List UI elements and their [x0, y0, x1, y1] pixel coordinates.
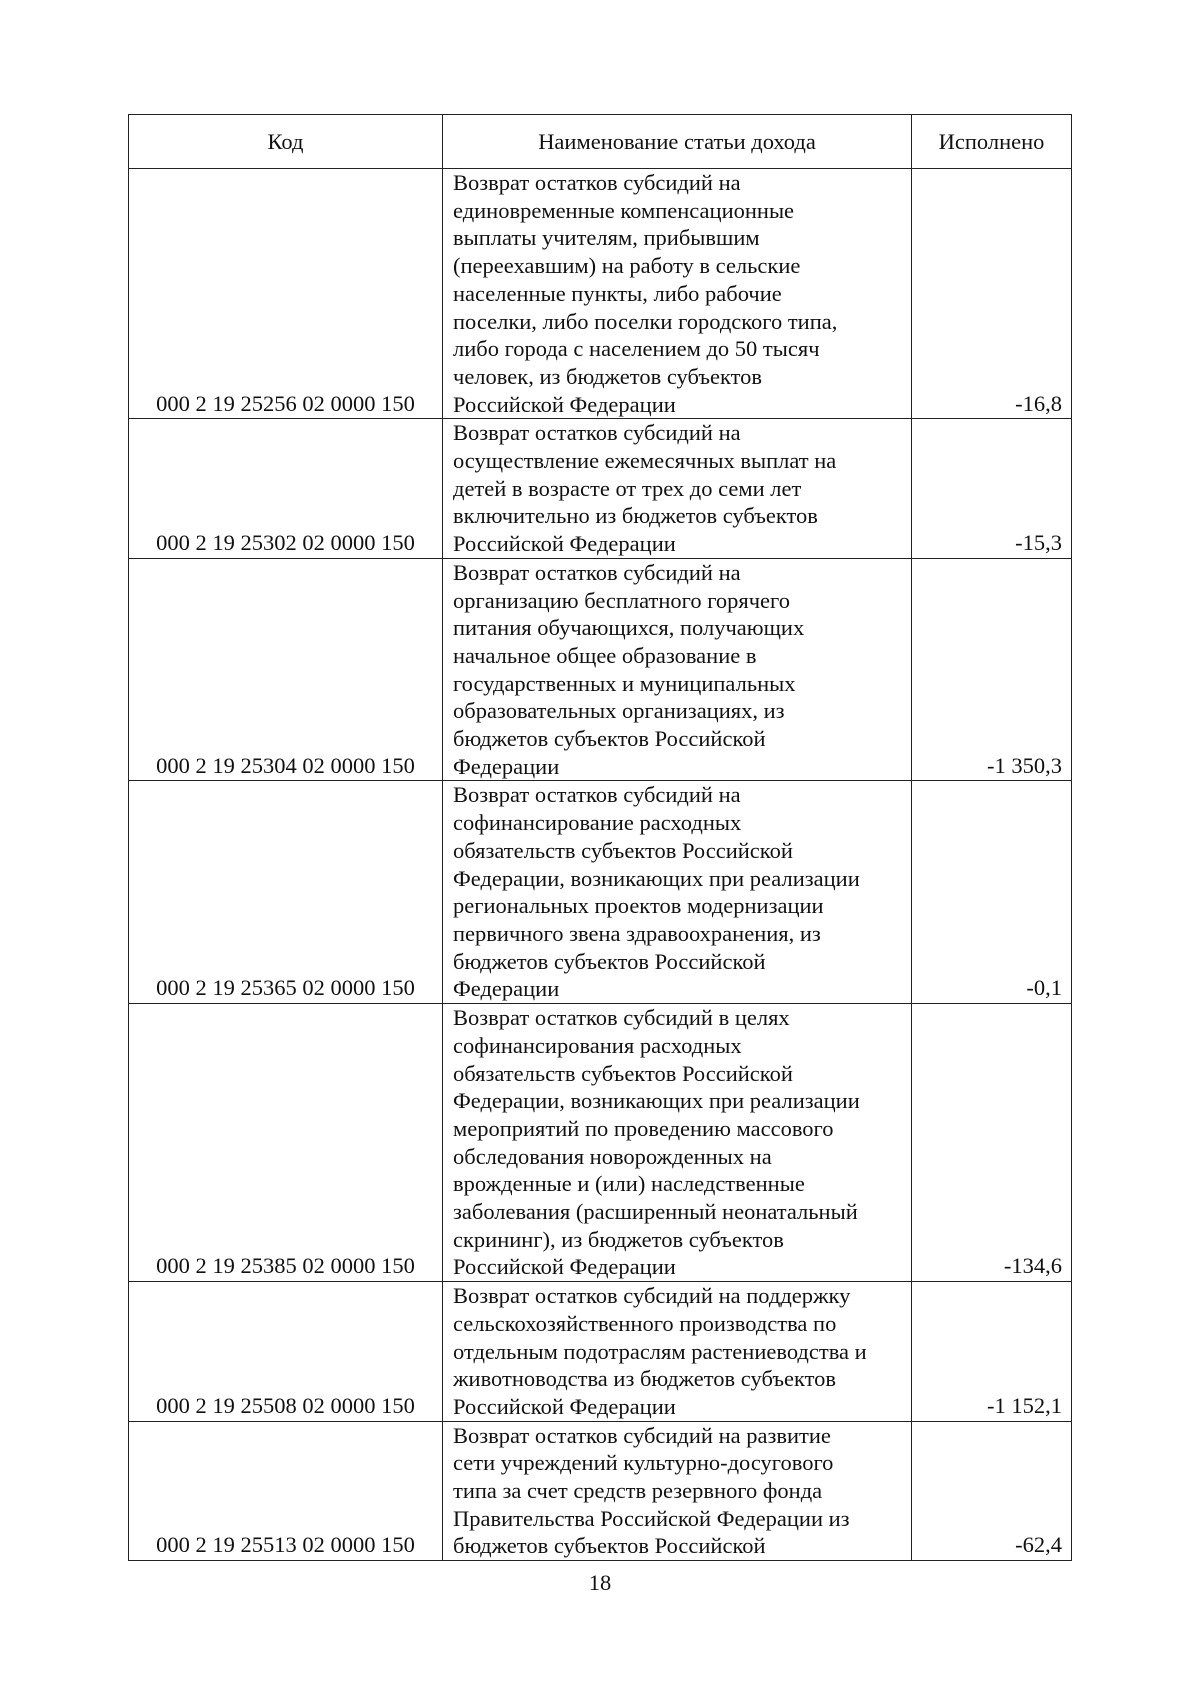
cell-name-line: Федерации, возникающих при реализации [453, 1088, 860, 1114]
header-done: Исполнено [912, 115, 1072, 169]
cell-name-line: заболевания (расширенный неонатальный [453, 1199, 858, 1225]
cell-code: 000 2 19 25256 02 0000 150 [129, 169, 443, 419]
cell-name-line: скрининг), из бюджетов субъектов [453, 1226, 784, 1252]
cell-name-line: начальное общее образование в [453, 642, 757, 668]
cell-code: 000 2 19 25365 02 0000 150 [129, 781, 443, 1004]
cell-name-line: детей в возрасте от трех до семи лет [453, 475, 802, 501]
table-row [129, 1282, 1072, 1422]
cell-name-line: сельскохозяйственного производства по [453, 1310, 837, 1336]
cell-name-line: обязательств субъектов Российской [453, 837, 793, 863]
header-name: Наименование статьи дохода [443, 115, 912, 169]
cell-code: 000 2 19 25302 02 0000 150 [129, 419, 443, 559]
cell-name-line: Возврат остатков субсидий на [453, 420, 741, 446]
cell-name-line: Возврат остатков субсидий на [453, 170, 741, 195]
cell-name-line: отдельным подотраслям растениеводства и [453, 1338, 867, 1364]
cell-name-line: типа за счет средств резервного фонда [453, 1478, 823, 1504]
cell-name-line: Федерации [453, 976, 560, 1002]
cell-name-line: первичного звена здравоохранения, из [453, 920, 821, 946]
cell-name-line: бюджетов субъектов Российской [453, 1533, 766, 1559]
cell-name-line: поселки, либо поселки городского типа, [453, 308, 838, 334]
cell-done: -1 152,1 [912, 1282, 1072, 1422]
page-number: 18 [588, 1570, 612, 1595]
cell-name-line: Правительства Российской Федерации из [453, 1505, 850, 1531]
cell-done: -134,6 [912, 1004, 1072, 1282]
table-row [129, 419, 1072, 559]
table-row [129, 558, 1072, 781]
cell-name-line: животноводства из бюджетов субъектов [453, 1366, 836, 1392]
table-row [129, 1004, 1072, 1282]
cell-name-line: Российской Федерации [453, 531, 676, 557]
header-code: Код [129, 115, 443, 169]
table-row [129, 1421, 1072, 1561]
cell-name-line: питания обучающихся, получающих [453, 615, 805, 641]
cell-done: -15,3 [912, 419, 1072, 559]
cell-name-line: Возврат остатков субсидий в целях [453, 1005, 790, 1031]
cell-name-line: Возврат остатков субсидий на [453, 782, 741, 808]
cell-done: -62,4 [912, 1421, 1072, 1561]
cell-name-line: софинансирования расходных [453, 1032, 742, 1058]
revenue-table [128, 114, 1072, 1561]
cell-code: 000 2 19 25513 02 0000 150 [129, 1421, 443, 1561]
table-row [129, 781, 1072, 1004]
cell-name [443, 169, 912, 419]
cell-name [443, 781, 912, 1004]
cell-name-line: организацию бесплатного горячего [453, 587, 790, 613]
cell-name-line: единовременные компенсационные [453, 197, 795, 223]
cell-name-line: включительно из бюджетов субъектов [453, 503, 818, 529]
cell-name-line: Федерации, возникающих при реализации [453, 865, 860, 891]
cell-code: 000 2 19 25508 02 0000 150 [129, 1282, 443, 1422]
cell-name-line: софинансирование расходных [453, 810, 742, 836]
cell-name-line: осуществление ежемесячных выплат на [453, 448, 837, 474]
cell-code: 000 2 19 25304 02 0000 150 [129, 558, 443, 781]
cell-name-line: выплаты учителям, прибывшим [453, 225, 760, 251]
cell-name-line: бюджетов субъектов Российской [453, 948, 766, 974]
cell-name-line: обследования новорожденных на [453, 1143, 772, 1169]
table-header-row [129, 115, 1072, 169]
cell-name-line: мероприятий по проведению массового [453, 1115, 834, 1141]
cell-name [443, 419, 912, 559]
cell-name-line: населенные пункты, либо рабочие [453, 280, 782, 306]
cell-name [443, 558, 912, 781]
cell-name-line: образовательных организациях, из [453, 698, 785, 724]
cell-done: -16,8 [912, 169, 1072, 419]
cell-name [443, 1421, 912, 1561]
cell-name-line: Возврат остатков субсидий на развитие [453, 1422, 831, 1448]
cell-name-line: бюджетов субъектов Российской [453, 726, 766, 752]
cell-name [443, 1282, 912, 1422]
cell-name-line: обязательств субъектов Российской [453, 1060, 793, 1086]
cell-done: -1 350,3 [912, 558, 1072, 781]
cell-name-line: (переехавшим) на работу в сельские [453, 253, 801, 279]
cell-name-line: Российской Федерации [453, 1393, 676, 1419]
table-body [129, 169, 1072, 1561]
cell-name-line: либо города с населением до 50 тысяч [453, 336, 820, 362]
cell-code: 000 2 19 25385 02 0000 150 [129, 1004, 443, 1282]
cell-name-line: сети учреждений культурно-досугового [453, 1450, 834, 1476]
cell-done: -0,1 [912, 781, 1072, 1004]
cell-name [443, 1004, 912, 1282]
cell-name-line: Федерации [453, 753, 560, 779]
cell-name-line: Возврат остатков субсидий на поддержку [453, 1283, 851, 1309]
cell-name-line: региональных проектов модернизации [453, 893, 824, 919]
cell-name-line: человек, из бюджетов субъектов [453, 363, 763, 389]
cell-name-line: Российской Федерации [453, 1254, 676, 1280]
cell-name-line: Возврат остатков субсидий на [453, 559, 741, 585]
table-row [129, 169, 1072, 419]
cell-name-line: государственных и муниципальных [453, 670, 796, 696]
cell-name-line: Российской Федерации [453, 391, 676, 417]
cell-name-line: врожденные и (или) наследственные [453, 1171, 805, 1197]
